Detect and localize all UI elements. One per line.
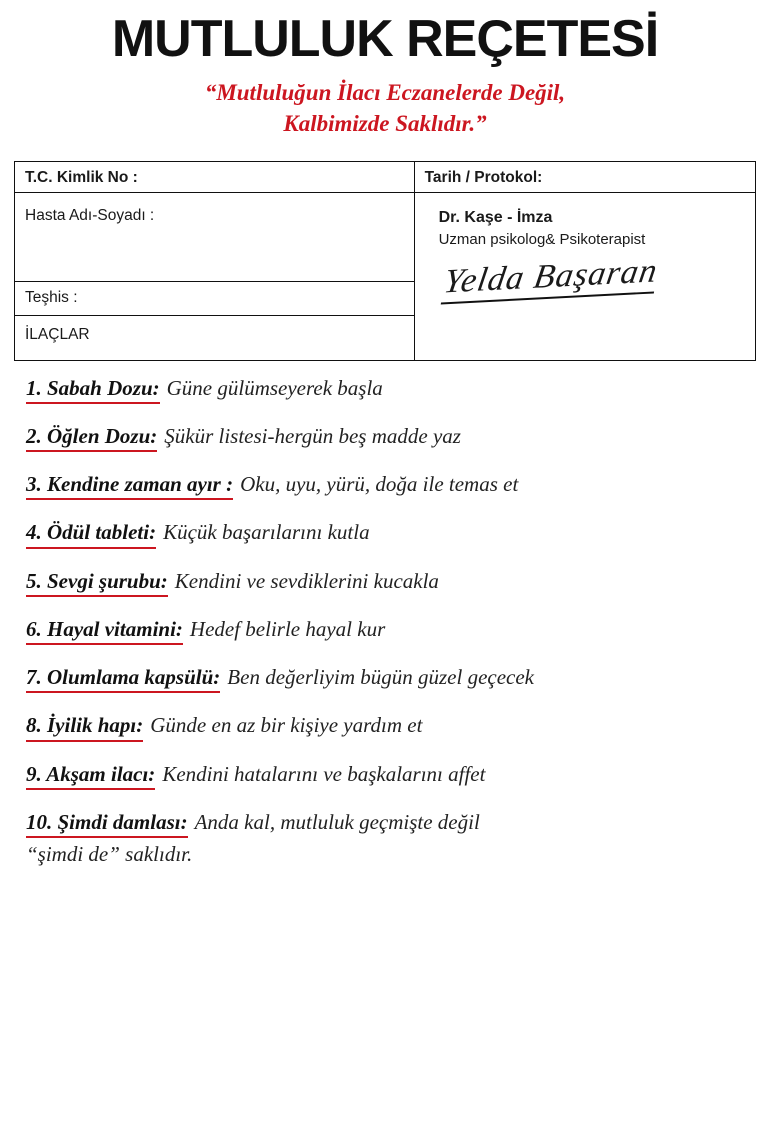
subtitle-line-1: “Mutluluğun İlacı Eczanelerde Değil, bbox=[204, 79, 566, 105]
list-item-text: Küçük başarılarını kutla bbox=[163, 520, 370, 545]
doctor-signature: Yelda Başaran bbox=[440, 252, 660, 304]
page-subtitle bbox=[0, 77, 770, 139]
form-left-column bbox=[15, 162, 415, 360]
list-item bbox=[26, 712, 744, 741]
list-item-lead: 8. İyilik hapı: bbox=[26, 712, 143, 741]
field-label-teshis: Teşhis : bbox=[15, 282, 414, 316]
patient-form-box bbox=[14, 161, 756, 361]
field-label-ilaclar: İLAÇLAR bbox=[25, 325, 90, 343]
doctor-block bbox=[415, 193, 755, 299]
list-item-lead: 3. Kendine zaman ayır : bbox=[26, 471, 233, 500]
list-item-text: Kendini ve sevdiklerini kucakla bbox=[174, 568, 439, 593]
list-item-text: Anda kal, mutluluk geçmişte değil bbox=[194, 809, 480, 834]
list-item-lead: 1. Sabah Dozu: bbox=[26, 375, 160, 404]
list-item-text: Hedef belirle hayal kur bbox=[189, 616, 386, 641]
list-item-lead: 6. Hayal vitamini: bbox=[26, 616, 183, 645]
list-item bbox=[26, 519, 744, 548]
doctor-specialty: Uzman psikolog& Psikoterapist bbox=[438, 230, 646, 248]
doctor-stamp-label: Dr. Kaşe - İmza bbox=[438, 208, 553, 226]
list-item bbox=[26, 664, 744, 693]
list-item-lead: 9. Akşam ilacı: bbox=[26, 761, 155, 790]
list-item-lead: 10. Şimdi damlası: bbox=[26, 809, 188, 838]
list-item-text: Ben değerliyim bügün güzel geçecek bbox=[227, 665, 535, 690]
field-label-tarih-protokol: Tarih / Protokol: bbox=[415, 162, 755, 193]
form-right-column bbox=[415, 162, 755, 360]
list-item bbox=[26, 423, 744, 452]
list-item-text-continued: “şimdi de” saklıdır. bbox=[26, 842, 193, 867]
prescription-list bbox=[26, 375, 744, 868]
list-item-lead: 5. Sevgi şurubu: bbox=[26, 568, 168, 597]
list-item bbox=[26, 761, 744, 790]
list-item-text: Kendini hatalarını ve başkalarını affet bbox=[162, 761, 486, 786]
list-item bbox=[26, 616, 744, 645]
list-item bbox=[26, 809, 744, 868]
list-item bbox=[26, 568, 744, 597]
field-label-kimlik-no: T.C. Kimlik No : bbox=[15, 162, 414, 193]
list-item bbox=[26, 375, 744, 404]
list-item-lead: 7. Olumlama kapsülü: bbox=[26, 664, 220, 693]
list-item-lead: 2. Öğlen Dozu: bbox=[26, 423, 157, 452]
list-item-text: Şükür listesi-hergün beş madde yaz bbox=[164, 423, 461, 448]
field-label-hasta-adi: Hasta Adı-Soyadı : bbox=[15, 193, 414, 282]
subtitle-line-2: Kalbimizde Saklıdır.” bbox=[283, 110, 487, 136]
list-item-text: Güne gülümseyerek başla bbox=[166, 375, 383, 400]
list-item bbox=[26, 471, 744, 500]
list-item-text: Oku, uyu, yürü, doğa ile temas et bbox=[240, 472, 519, 497]
page-title: MUTLULUK REÇETESİ bbox=[111, 10, 659, 68]
list-item-text: Günde en az bir kişiye yardım et bbox=[150, 713, 423, 738]
list-item-lead: 4. Ödül tableti: bbox=[26, 519, 156, 548]
prescription-document bbox=[0, 12, 770, 1126]
